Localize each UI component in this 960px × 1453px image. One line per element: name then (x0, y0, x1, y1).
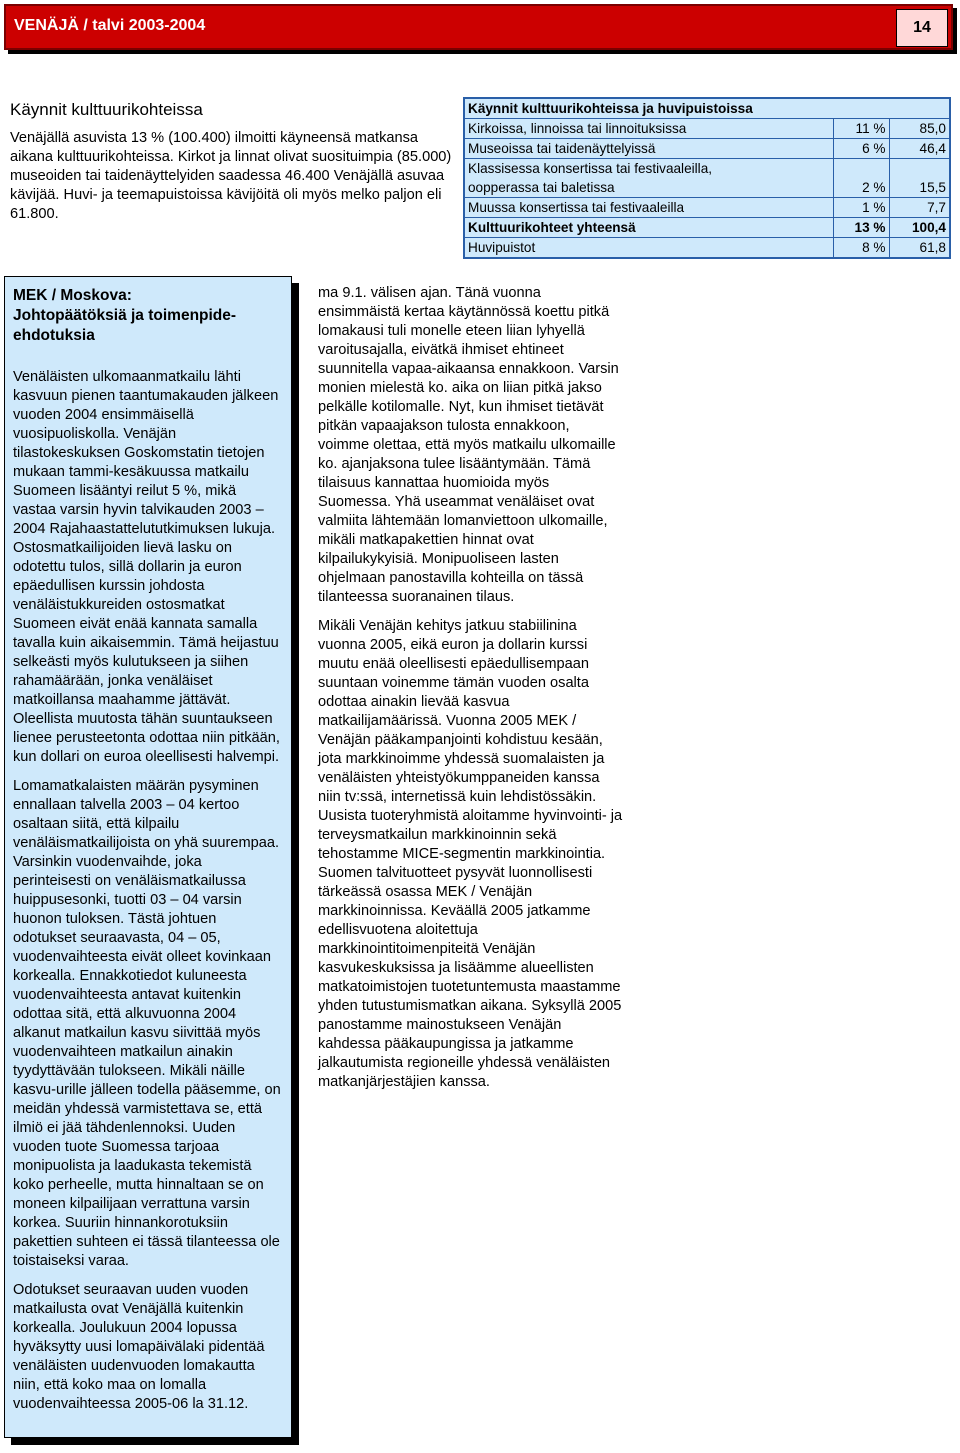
row-pct (833, 159, 889, 179)
mek-conclusions-box (4, 276, 292, 1438)
intro-heading: Käynnit kulttuurikohteissa (10, 100, 203, 119)
row-pct: 1 % (833, 198, 889, 218)
table-row (464, 238, 950, 259)
row-count: 15,5 (889, 178, 950, 198)
header-bar (4, 4, 953, 50)
table-row (464, 198, 950, 218)
row-pct: 13 % (833, 218, 889, 238)
row-label: oopperassa tai baletissa (464, 178, 833, 198)
row-label: Kirkoissa, linnoissa tai linnoituksissa (464, 119, 833, 139)
row-pct: 6 % (833, 139, 889, 159)
table-row (464, 119, 950, 139)
mek-heading-line1: MEK / Moskova: (13, 287, 132, 304)
intro-body: Venäjällä asuvista 13 % (100.400) ilmoitti käyneensä matkansa aikana kulttuurikohteissa. Kirkot ja linnat olivat suosituimpia (85.000) museoiden tai taidenäyttelyiden saadessa 46.400 Venäjällä asuvaa kävijää. Huvi- ja teemapuistoissa kävijöitä oli myös melko paljon eli 61.800. (10, 130, 452, 222)
table-row (464, 139, 950, 159)
row-label: Kulttuurikohteet yhteensä (464, 218, 833, 238)
mek-paragraph: Venäläisten ulkomaanmatkailu lähti kasvuun pienen taantumakauden jälkeen vuoden 2004 ensimmäisellä vuosipuoliskolla. Venäjän tilastokeskuksen Goskomstatin tietojen mukaan tammi-kesäkuussa matkailu Suomeen lisääntyi reilut 5 %, mikä vastaa varsin hyvin talvikauden 2003 – 2004 Rajahaastattelututkimuksen lukuja. Ostosmatkailijoiden lievä lasku on odotettu tulos, sillä dollarin ja euron epäedullisen kurssin johdosta venäläistukkureiden ostosmatkat Suomeen eivät enää kannata samalla tavalla kuin aikaisemmin. Tämä heijastuu selkeästi myös kulutukseen ja siihen rahamäärään, jonka venäläiset matkoillansa maahamme jättävät. Oleellista muutosta tähän suuntaukseen lienee perusteetonta odottaa niin pitkään, kun dollari on euroa oleellisesti halvempi. (13, 369, 280, 765)
visits-table (463, 97, 951, 259)
right-column (318, 284, 623, 1102)
row-label: Museoissa tai taidenäyttelyissä (464, 139, 833, 159)
table-row-total (464, 218, 950, 238)
row-label: Klassisessa konsertissa tai festivaaleilla, (464, 159, 833, 179)
row-pct: 11 % (833, 119, 889, 139)
row-count: 7,7 (889, 198, 950, 218)
mek-heading (13, 286, 283, 346)
row-count: 85,0 (889, 119, 950, 139)
table-row (464, 178, 950, 198)
page-number: 14 (896, 9, 948, 47)
table-caption: Käynnit kulttuurikohteissa ja huvipuistoissa (464, 98, 950, 119)
mek-paragraph: Odotukset seuraavan uuden vuoden matkailusta ovat Venäjällä kuitenkin korkealla. Joulukuun 2004 lopussa hyväksytty uusi lomapäivälaki pidentää venäläisten uudenvuoden lomakautta niin, että koko maa on lomalla vuodenvaihteessa 2005-06 la 31.12. (13, 1282, 265, 1412)
right-paragraph: ma 9.1. välisen ajan. Tänä vuonna ensimmäistä kertaa käytännössä koettu pitkä lomakausi tuli monelle eteen liian lyhyellä varoitusajalla, eivätkä ihmiset ehtineet suunnitella vapaa-aikaansa ennakkoon. Varsin monien mielestä ko. aika on liian pitkä jakso pelkälle kotilomalle. Nyt, kun ihmiset tietävät pitkän vapaajakson tulosta ennakkoon, voimme olettaa, että myös matkailu ulkomaille ko. ajanjaksona tulee lisääntymään. Tämä tilaisuus kannattaa huomioida myös Suomessa. Yhä useammat venäläiset ovat valmiita lähtemään lomanviettoon ulkomaille, mikäli matkapakettien hinnat ovat kilpailukykyisiä. Monipuoliseen lasten ohjelmaan panostavilla kohteilla on tässä tilanteessa suoranainen tilaus. (318, 285, 619, 605)
row-pct: 8 % (833, 238, 889, 259)
row-label: Muussa konsertissa tai festivaaleilla (464, 198, 833, 218)
header-title: VENÄJÄ / talvi 2003-2004 (14, 17, 206, 34)
right-paragraph: Mikäli Venäjän kehitys jatkuu stabiilinina vuonna 2005, eikä euron ja dollarin kurssi muutu enää oleellisesti epäedullisempaan suuntaan voinemme tämän vuoden osalta odottaa ainakin lievää kasvua matkailijamäärissä. Vuonna 2005 MEK / Venäjän pääkampanjointi kohdistuu kesään, jota markkinoimme yhdessä suomalaisten ja venäläisten yhteistyökumppaneiden kanssa niin tv:ssä, internetissä kuin lehdistössäkin. Uusista tuoteryhmistä aloitamme hyvinvointi- ja terveysmatkailun markkinoinnin sekä tehostamme MICE-segmentin markkinointia. Suomen talvituotteet pysyvät luonnollisesti tärkeässä osassa MEK / Venäjän markkinoinnissa. Keväällä 2005 jatkamme edellisvuotena aloitettuja markkinointitoimenpiteitä Venäjän kasvukeskuksissa ja lisäämme alueellisten matkatoimistojen tuotetuntemusta maastamme yhden tutustumismatkan aikana. Syksyllä 2005 panostamme mainostukseen Venäjän kahdessa pääkaupungissa ja jatkamme jalkautumista regioneille yhdessä venäläisten matkanjärjestäjien kanssa. (318, 618, 623, 1090)
mek-paragraph: Lomamatkalaisten määrän pysyminen ennallaan talvella 2003 – 04 kertoo osaltaan siitä, että kilpailu venäläismatkailijoista on yhä suurempaa. Varsinkin vuodenvaihde, joka perinteisesti on venäläismatkailussa huippusesonki, tuotti 03 – 04 varsin huonon tuloksen. Tästä johtuen odotukset seuraavasta, 04 – 05, vuodenvaihteesta eivät olleet kovinkaan korkealla. Ennakkotiedot kuluneesta vuodenvaihteesta antavat kuitenkin odottaa sitä, että alkuvuonna 2004 alkanut matkailun kasvu siivittää myös vuodenvaihteen matkailun ainakin tyydyttävään tulokseen. Mikäli näille kasvu-urille jälleen todella pääsemme, on meidän yhdessä varmistettava se, että ilmiö ei jää tähdenlennoksi. Uuden vuoden tuote Suomessa tarjoaa monipuolista ja laadukasta tekemistä koko perheelle, mutta hinnaltaan se on moneen kilpailijaan verrattuna varsin korkea. Suuriin hinnankorotuksiin pakettien suhteen ei tässä tilanteessa ole toistaiseksi varaa. (13, 778, 281, 1269)
intro-section (10, 100, 455, 224)
mek-heading-line2: Johtopäätöksiä ja toimenpide-ehdotuksia (13, 307, 237, 344)
table-row (464, 159, 950, 179)
row-count (889, 159, 950, 179)
row-count: 100,4 (889, 218, 950, 238)
row-count: 61,8 (889, 238, 950, 259)
row-label: Huvipuistot (464, 238, 833, 259)
row-count: 46,4 (889, 139, 950, 159)
row-pct: 2 % (833, 178, 889, 198)
